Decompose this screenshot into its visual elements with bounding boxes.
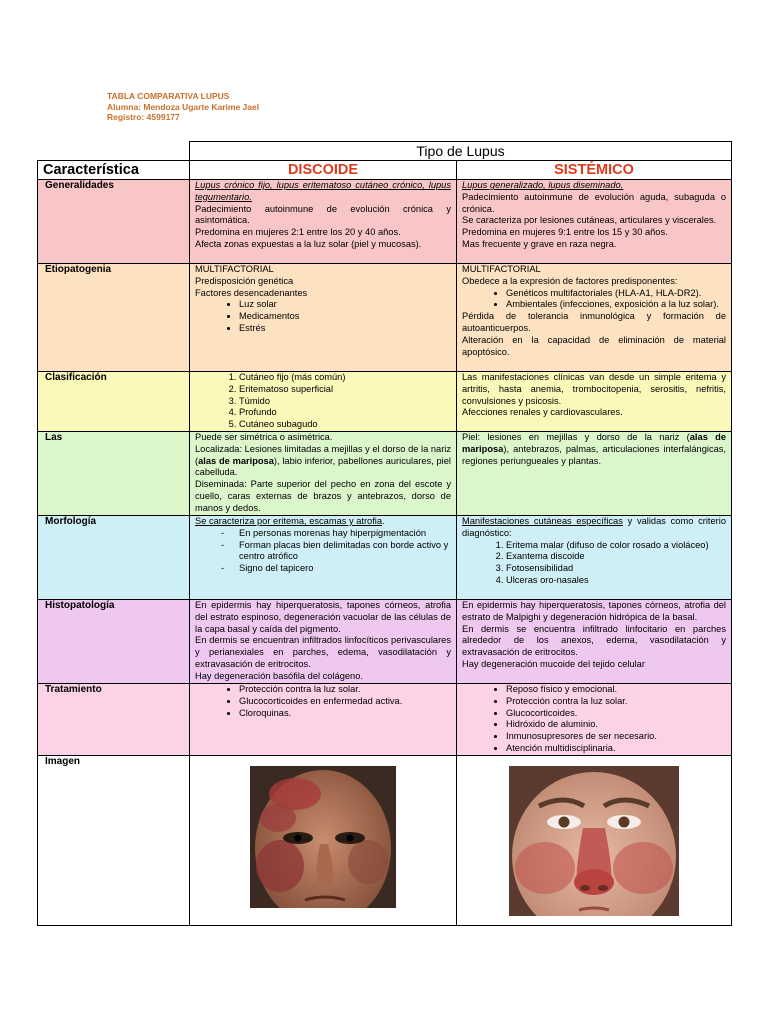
histopatologia-discoide: En epidermis hay hiperqueratosis, tapones córneos, atrofia del estrato espinoso, degeneración vacuolar de las células de la capa basal y caída del pigmento. En dermis se encuentran infiltrados linfocíticos perivasculares y perianexiales en parches, edema, vasodilatación y extravasación de eritrocitos. Hay degeneración basófila del colágeno.: [190, 600, 457, 684]
table-row: [38, 600, 732, 684]
imagen-discoide: [190, 755, 457, 925]
clasificacion-discoide: [190, 372, 457, 432]
row-label-histopatologia: Histopatología: [38, 600, 190, 684]
generalidades-discoide: Lupus crónico fijo, lupus eritematoso cutáneo crónico, lupus tegumentario. Padecimiento autoinmune de evolución crónica y asintomática. Predomina en mujeres 2:1 entre los 20 y 40 años. Afecta zonas expuestas a la luz solar (piel y mucosas).: [190, 180, 457, 264]
clasificacion-sistemico: Las manifestaciones clínicas van desde un simple eritema y artritis, hasta anemia, trombocitopenia, serositis, nefritis, convulsiones y psicosis. Afecciones renales y cardiovasculares.: [457, 372, 732, 432]
comparison-table: [37, 141, 732, 926]
morfologia-discoide: Se caracteriza por eritema, escamas y atrofia. - En personas morenas hay hiperpigmentación - Forman placas bien delimitadas con borde activo y centro atrófico - Signo del tapicero: [190, 516, 457, 600]
row-label-clasificacion: Clasificación: [38, 372, 190, 432]
las-discoide: Puede ser simétrica o asimétrica. Localizada: Lesiones limitadas a mejillas y el dorso de la nariz (alas de mariposa), labio inferior, pabellones auriculares, piel cabelluda. Diseminada: Parte superior del pecho en zona del escote y cuello, caras externas de brazos y antebrazos, dorso de manos y dedos.: [190, 432, 457, 516]
column-header-row: [38, 161, 732, 180]
doc-title: TABLA COMPARATIVA LUPUS: [107, 91, 230, 101]
etiopatogenia-sistemico: MULTIFACTORIAL Obedece a la expresión de factores predisponentes: • Genéticos multifactoriales (HLA-A1, HLA-DR2). • Ambientales (infecciones, exposición a la luz solar). Pérdida de tolerancia inmunológica y formación de autoanticuerpos. Alteración en la capacidad de eliminación de material apoptósico.: [457, 264, 732, 372]
list-item: 1. Cutáneo fijo (más común) 2. Eritematoso superficial 3. Túmido 4. Profundo 5. Cutáneo subagudo: [195, 372, 451, 431]
tratamiento-discoide: [190, 684, 457, 756]
butterfly-rash-photo: [509, 766, 679, 916]
table-row: [38, 432, 732, 516]
table-row: [38, 516, 732, 600]
etiopatogenia-discoide: MULTIFACTORIAL Predisposición genética Factores desencadenantes • Luz solar • Medicamentos • Estrés: [190, 264, 457, 372]
sistemico-heading: SISTÉMICO: [457, 161, 732, 180]
row-label-tratamiento: Tratamiento: [38, 684, 190, 756]
caracteristica-heading: Característica: [38, 161, 190, 180]
generalidades-sistemico: Lupus generalizado, lupus diseminado. Padecimiento autoinmune de evolución aguda, subaguda o crónica. Se caracteriza por lesiones cutáneas, articulares y viscerales. Predomina en mujeres 9:1 entre los 15 y 30 años. Mas frecuente y grave en raza negra.: [457, 180, 732, 264]
list-item: • Luz solar • Medicamentos • Estrés: [195, 299, 451, 334]
empty-corner: [38, 142, 190, 161]
row-label-imagen: Imagen: [38, 755, 190, 925]
document-header: [107, 91, 259, 123]
row-label-las: Las: [38, 432, 190, 516]
list-item: • Reposo físico y emocional. • Protección contra la luz solar. • Glucocorticoides. • Hidróxido de aluminio. • Inmunosupresores de ser necesario. • Atención multidisciplinaria.: [462, 684, 726, 755]
table-row: [38, 180, 732, 264]
table-row: [38, 684, 732, 756]
las-sistemico: Piel: lesiones en mejillas y dorso de la nariz (alas de mariposa), antebrazos, palmas, articulaciones interfalángicas, regiones periungueales y plantas.: [457, 432, 732, 516]
table-row: [38, 755, 732, 925]
student-name: Alumna: Mendoza Ugarte Karime Jael: [107, 101, 260, 112]
histopatologia-sistemico: En epidermis hay hiperqueratosis, tapones córneos, atrofia del estrato de Malpighi y degeneración hidrópica de la basal. En dermis se encuentra infiltrado linfocitario en parches alrededor de los anexos, edema, vasodilatación y extravasación de eritrocitos. Hay degeneración mucoide del tejido celular: [457, 600, 732, 684]
list-item: • Protección contra la luz solar. • Glucocorticoides en enfermedad activa. • Cloroquinas.: [195, 684, 451, 719]
list-item: - En personas morenas hay hiperpigmentación - Forman placas bien delimitadas con borde activo y centro atrófico - Signo del tapicero: [195, 528, 451, 575]
table-row: [38, 372, 732, 432]
registration-number: Registro: 4599177: [107, 112, 180, 122]
row-label-morfologia: Morfología: [38, 516, 190, 600]
imagen-sistemico: [457, 755, 732, 925]
tipo-heading: Tipo de Lupus: [190, 142, 732, 161]
list-item: • Genéticos multifactoriales (HLA-A1, HLA-DR2). • Ambientales (infecciones, exposición a la luz solar).: [462, 288, 726, 312]
morfologia-sistemico: Manifestaciones cutáneas específicas y validas como criterio diagnóstico: 1. Eritema malar (difuso de color rosado a violáceo) 2. Exantema discoide 3. Fotosensibilidad 4. Ulceras oro-nasales: [457, 516, 732, 600]
row-label-generalidades: Generalidades: [38, 180, 190, 264]
table-row: [38, 264, 732, 372]
tratamiento-sistemico: [457, 684, 732, 756]
list-item: 1. Eritema malar (difuso de color rosado a violáceo) 2. Exantema discoide 3. Fotosensibilidad 4. Ulceras oro-nasales: [462, 540, 726, 587]
row-label-etiopatogenia: Etiopatogenia: [38, 264, 190, 372]
discoide-heading: DISCOIDE: [190, 161, 457, 180]
face-lesion-photo: [250, 766, 396, 908]
table-header-row: [38, 142, 732, 161]
